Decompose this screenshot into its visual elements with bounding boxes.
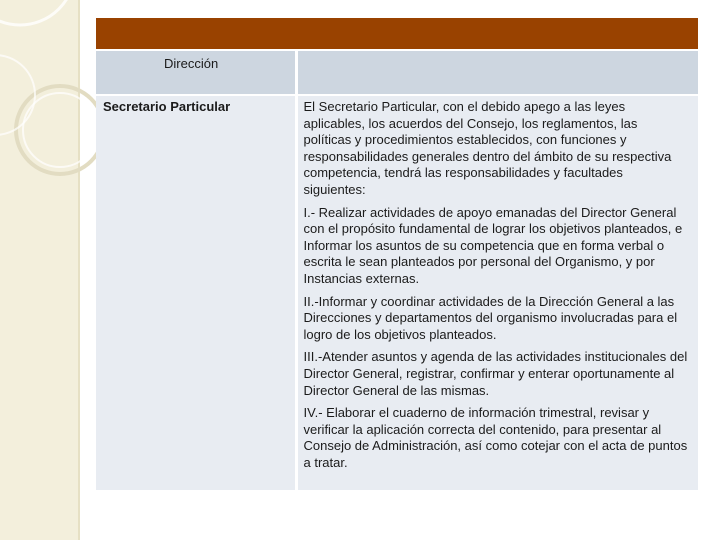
header-direccion: Dirección bbox=[164, 56, 219, 71]
paragraph-ii: II.-Informar y coordinar actividades de la Dirección General a las Direcciones y departamentos del organismo involucradas para el logro de los objetivos planteados. bbox=[303, 293, 678, 342]
function-table bbox=[96, 18, 698, 490]
paragraph-iv: IV.- Elaborar el cuaderno de información trimestral, revisar y verificar la aplicación correcta del contenido, para presentar al Consejo de Administración, así como cotejar con el acta de puntos a tratar. bbox=[303, 405, 688, 470]
title-bar-row bbox=[96, 18, 698, 50]
header-cell-right bbox=[296, 50, 698, 95]
title-bar bbox=[96, 18, 698, 50]
paragraph-i: I.- Realizar actividades de apoyo emanadas del Director General con el propósito fundamental de lograr los objetivos planteados, e Informar los asuntos de su competencia que en forma verbal o escrita le sean planteados por personal del Organismo, y por Instancias externas. bbox=[303, 204, 683, 286]
description-cell bbox=[296, 95, 698, 490]
description-text bbox=[298, 96, 699, 479]
role-cell bbox=[96, 95, 296, 490]
header-row bbox=[96, 50, 698, 95]
role-name: Secretario Particular bbox=[103, 99, 231, 114]
header-cell-left bbox=[96, 50, 296, 95]
body-row bbox=[96, 95, 698, 490]
paragraph-intro: El Secretario Particular, con el debido apego a las leyes aplicables, los acuerdos del Consejo, los reglamentos, las políticas y procedimientos establecidos, con funciones y responsabilidades generales dentro del ámbito de su respectiva competencia, tendrá las responsabilidades y facultades siguientes: bbox=[303, 99, 672, 197]
paragraph-iii: III.-Atender asuntos y agenda de las actividades institucionales del Director General, registrar, confirmar y enterar oportunamente al Director General de las mismas. bbox=[303, 349, 688, 398]
